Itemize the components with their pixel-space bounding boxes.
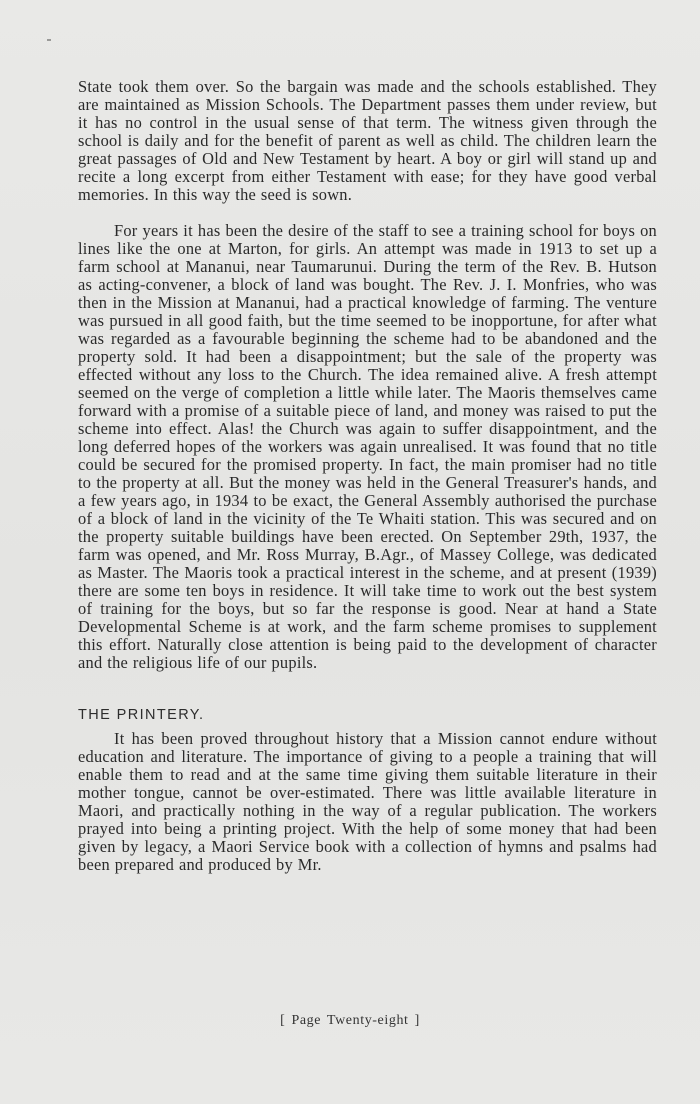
paragraph-training-school: For years it has been the desire of the staff to see a training school for boys on lines like the one at Marton, for girls. An attempt was made in 1913 to set up a farm school at Mananui, near Taumarunui. During the term of the Rev. B. Hutson as acting-convener, a block of land was bought. The Rev. J. I. Monfries, who was then in the Mission at Mananui, had a practical knowledge of farming. The venture was pursued in all good faith, but the time seemed to be inopportune, for after what was regarded as a favourable beginning the scheme had to be abandoned and the property sold. It had been a disappointment; but the sale of the property was effected without any loss to the Church. The idea remained alive. A fresh attempt seemed on the verge of completion a little while later. The Maoris themselves came forward with a promise of a suitable piece of land, and money was raised to put the scheme into effect. Alas! the Church was again to suffer disappointment, and the long deferred hopes of the workers was again unrealised. It was found that no title could be secured for the promised property. In fact, the main promiser had no title to the property at all. But the money was held in the General Treasurer's hands, and a few years ago, in 1934 to be exact, the General Assembly authorised the purchase of a block of land in the vicinity of the Te Whaiti station. This was secured and on the property suitable buildings have been erected. On September 29th, 1937, the farm was opened, and Mr. Ross Murray, B.Agr., of Massey College, was dedicated as Master. The Maoris took a practical interest in the scheme, and at present (1939) there are some ten boys in residence. It will take time to work out the best system of training for the boys, but so far the response is good. Near at hand a State Developmental Scheme is at work, and the farm scheme promises to supplement this effort. Naturally close attention is being paid to the development of character and the religious life of our pupils. <box>78 221 657 672</box>
section-heading: THE PRINTERY. <box>78 707 205 723</box>
paragraph-printery: It has been proved throughout history that a Mission cannot endure without education and literature. The importance of giving to a people a training that will enable them to read and at the same time giving them suitable literature in their mother tongue, cannot be over-estimated. There was little available literature in Maori, and practically nothing in the way of a regular publication. The workers prayed into being a printing project. With the help of some money that had been given by legacy, a Maori Service book with a collection of hymns and psalms had been prepared and produced by Mr. <box>78 729 657 874</box>
scan-mark <box>47 39 51 41</box>
paragraph-continued: State took them over. So the bargain was made and the schools established. They are maintained as Mission Schools. The Department passes them under review, but it has no control in the usual sense of that term. The witness given through the school is daily and for the benefit of parent as well as child. The children learn the great passages of Old and New Testament by heart. A boy or girl will stand up and recite a long excerpt from either Testament with ease; for they have good verbal memories. In this way the seed is sown. <box>78 77 657 204</box>
text-column <box>78 76 657 874</box>
page-footer: [ Page Twenty-eight ] <box>280 1013 420 1028</box>
